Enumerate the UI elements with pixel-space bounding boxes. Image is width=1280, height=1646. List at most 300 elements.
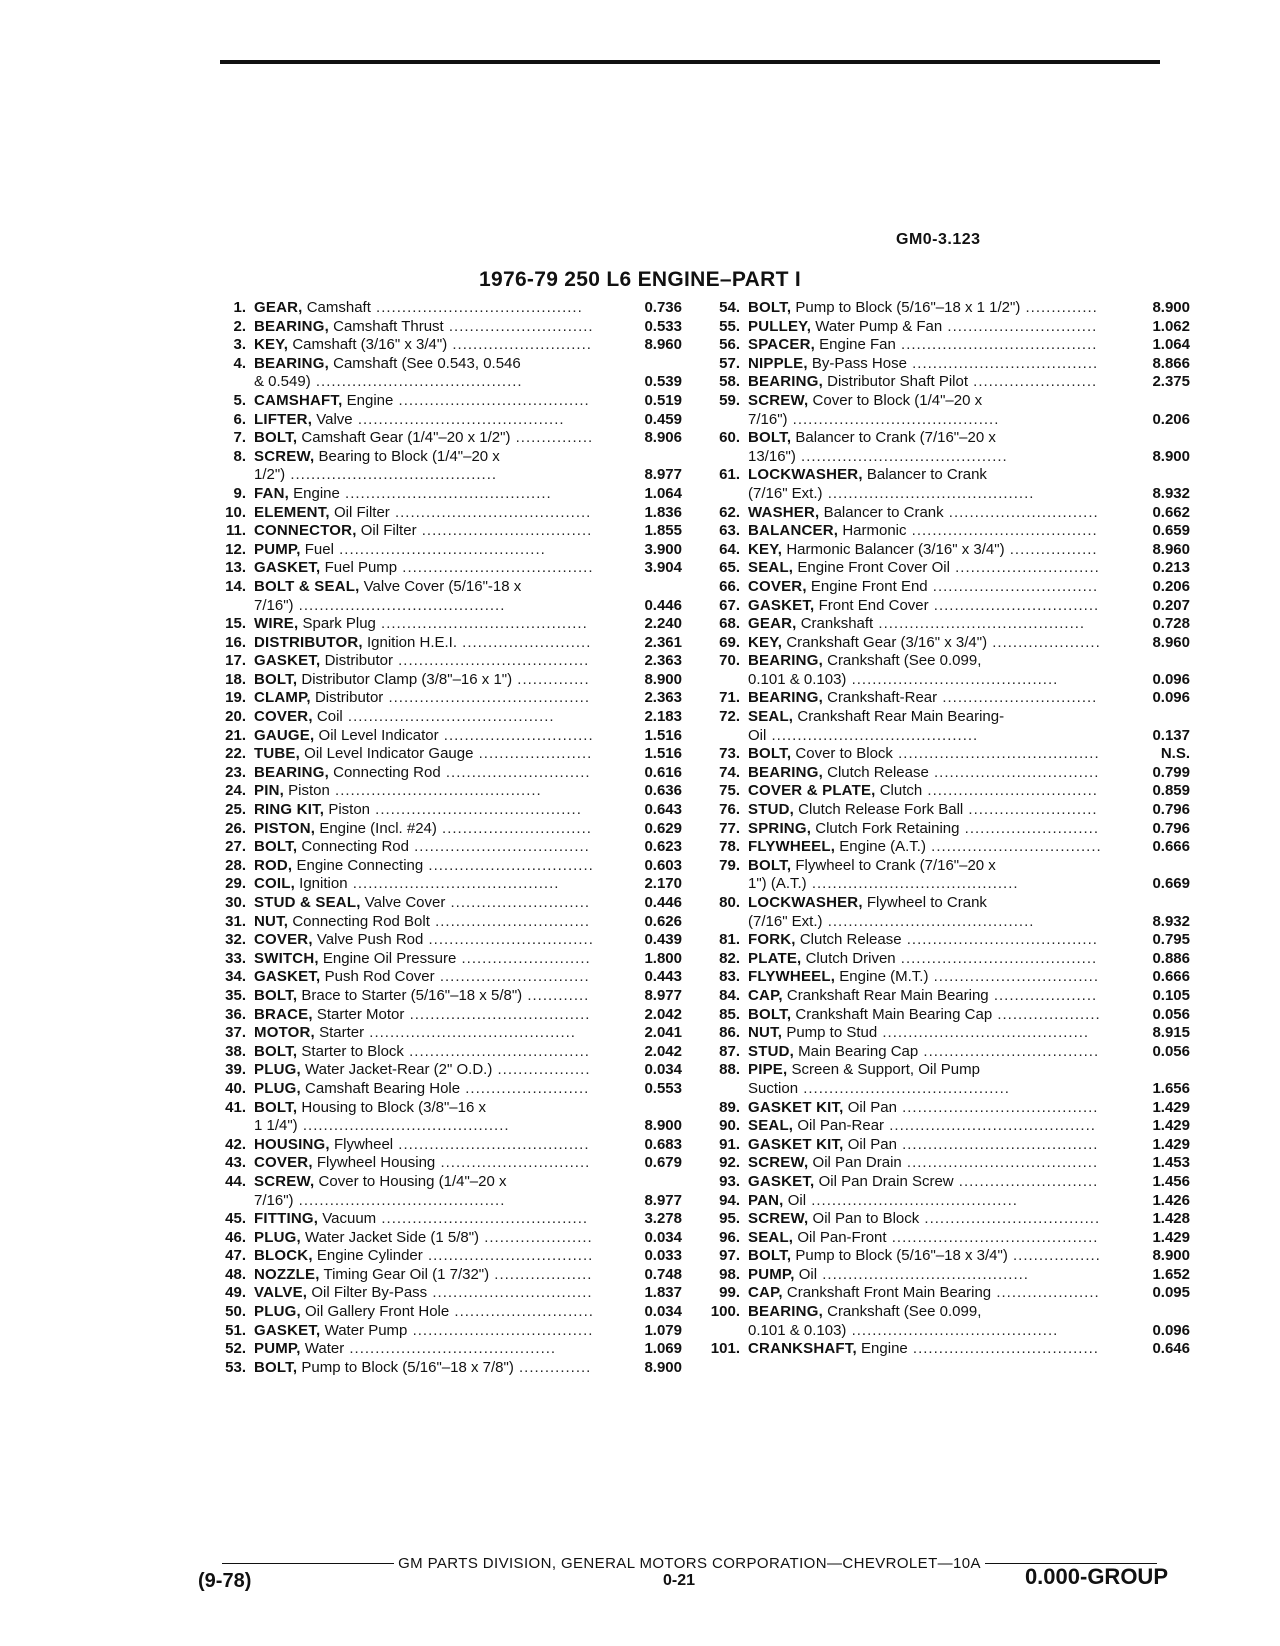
- part-name: GASKET,: [748, 1172, 815, 1190]
- parts-list-item: [206, 299, 682, 318]
- part-description: [748, 1173, 1102, 1192]
- part-number: 1.: [233, 299, 246, 316]
- part-detail: Spark Plug: [302, 615, 376, 633]
- part-detail: Engine (Incl. #24): [319, 819, 437, 837]
- part-name: HOUSING,: [254, 1135, 330, 1153]
- part-number: 31.: [225, 912, 246, 930]
- leader-dots: ......................................: [896, 1098, 1099, 1116]
- part-name: STUD,: [748, 1042, 794, 1060]
- part-name: LOCKWASHER,: [748, 466, 863, 484]
- part-name: BEARING,: [748, 652, 823, 670]
- leader-dots: ..............................: [937, 689, 1098, 707]
- part-number: 59.: [719, 391, 740, 409]
- leader-dots: .............................: [438, 726, 594, 744]
- part-detail: Starter Motor: [316, 1005, 405, 1023]
- part-detail: Oil Pan Drain: [812, 1154, 902, 1172]
- part-detail: Crankshaft Main Bearing Cap: [795, 1005, 993, 1023]
- part-name: KEY,: [748, 633, 783, 651]
- part-number: 25.: [225, 801, 246, 819]
- leader-dots: ......................................: [389, 503, 592, 521]
- part-name: GASKET KIT,: [748, 1098, 844, 1116]
- parts-list-item: [700, 1340, 1190, 1359]
- part-catalog-value: 3.278: [644, 1210, 682, 1228]
- part-description: [254, 820, 594, 839]
- part-description: [254, 448, 594, 485]
- part-number: 81.: [719, 931, 740, 949]
- part-name: GASKET,: [748, 596, 815, 614]
- parts-list-item: [700, 987, 1190, 1006]
- part-name: DISTRIBUTOR,: [254, 633, 363, 651]
- part-description: [748, 931, 1102, 950]
- part-number: 71.: [719, 689, 740, 707]
- leader-dots: ........................................: [347, 875, 560, 893]
- part-catalog-value: 0.519: [644, 391, 682, 409]
- part-number: 68.: [719, 615, 740, 633]
- part-number: 99.: [719, 1284, 740, 1302]
- part-detail: Connecting Rod: [333, 763, 441, 781]
- parts-list-item: [700, 652, 1190, 689]
- part-name: CAMSHAFT,: [254, 391, 343, 409]
- part-description: [748, 1024, 1102, 1043]
- parts-list-item: [206, 318, 682, 337]
- part-number: 43.: [225, 1154, 246, 1172]
- part-name: BOLT,: [748, 856, 792, 874]
- part-description: [748, 373, 1102, 392]
- parts-list-item: [206, 1210, 682, 1229]
- part-catalog-value: 8.932: [1152, 912, 1190, 930]
- part-name: COVER,: [748, 577, 807, 595]
- parts-list-item: [700, 578, 1190, 597]
- leader-dots: ..................................: [918, 1042, 1100, 1060]
- part-name: BEARING,: [254, 354, 329, 372]
- leader-dots: ..........................: [959, 819, 1100, 837]
- part-description: [748, 1154, 1102, 1173]
- parts-list-item: [206, 1247, 682, 1266]
- part-catalog-value: 0.056: [1152, 1005, 1190, 1023]
- leader-dots: ......................................: [895, 949, 1098, 967]
- parts-list-item: [206, 392, 682, 411]
- part-number: 20.: [225, 708, 246, 726]
- leader-dots: ..............: [513, 1358, 592, 1376]
- part-catalog-value: 0.446: [644, 596, 682, 614]
- leader-dots: ........................................: [806, 1191, 1018, 1209]
- part-number: 24.: [225, 782, 246, 800]
- part-number: 13.: [225, 559, 246, 577]
- part-catalog-value: 8.900: [644, 1117, 682, 1135]
- part-description: [254, 1154, 594, 1173]
- part-description: [254, 1136, 594, 1155]
- part-detail: Engine Front End: [810, 577, 928, 595]
- part-description: [748, 987, 1102, 1006]
- part-detail: Crankshaft Front Main Bearing: [786, 1284, 992, 1302]
- footer-group: 0.000-GROUP: [1024, 1564, 1168, 1589]
- part-name: FAN,: [254, 484, 289, 502]
- parts-list-item: [700, 857, 1190, 894]
- part-number: 61.: [719, 466, 740, 484]
- leader-dots: ........................................: [375, 615, 588, 633]
- leader-dots: ........................................: [822, 912, 1035, 930]
- part-number: 79.: [719, 856, 740, 874]
- leader-dots: ..............................: [429, 912, 591, 930]
- part-description: [748, 1136, 1102, 1155]
- part-catalog-value: 2.363: [644, 689, 682, 707]
- part-number: 4.: [233, 354, 246, 372]
- part-name: STUD & SEAL,: [254, 894, 361, 911]
- part-description: [254, 559, 594, 578]
- part-description: [254, 894, 594, 913]
- parts-list-item: [206, 634, 682, 653]
- part-detail: Clutch Release Fork Ball: [798, 801, 964, 819]
- part-number: 98.: [719, 1265, 740, 1283]
- part-detail: Balancer to Crank (7/16"–20 x 13/16"): [748, 429, 996, 465]
- part-description: [748, 652, 1102, 689]
- part-catalog-value: 0.795: [1152, 931, 1190, 949]
- leader-dots: ........................................: [873, 615, 1086, 633]
- parts-list-item: [206, 968, 682, 987]
- part-description: [254, 318, 594, 337]
- leader-dots: ........................................: [344, 1340, 557, 1358]
- part-detail: Water Pump: [324, 1321, 408, 1339]
- parts-list-item: [700, 1192, 1190, 1211]
- part-detail: Engine: [861, 1340, 908, 1358]
- part-description: [254, 392, 594, 411]
- part-catalog-value: 0.659: [1152, 522, 1190, 540]
- parts-list-item: [206, 689, 682, 708]
- part-catalog-value: 0.683: [644, 1135, 682, 1153]
- leader-dots: .............................: [435, 1154, 591, 1172]
- parts-list-item: [700, 522, 1190, 541]
- part-name: BEARING,: [748, 373, 823, 391]
- part-number: 57.: [719, 354, 740, 372]
- part-catalog-value: 0.105: [1152, 986, 1190, 1004]
- part-description: [254, 1322, 594, 1341]
- part-name: SCREW,: [748, 1210, 809, 1228]
- part-description: [748, 634, 1102, 653]
- part-number: 56.: [719, 336, 740, 354]
- parts-list-item: [206, 559, 682, 578]
- part-catalog-value: 1.069: [644, 1340, 682, 1358]
- part-description: [748, 355, 1102, 374]
- part-detail: Cover to Block (1/4"–20 x 7/16"): [748, 391, 983, 428]
- part-name: PLUG,: [254, 1079, 301, 1097]
- part-catalog-value: 0.736: [644, 299, 682, 316]
- footer-division-line: [222, 1555, 1157, 1572]
- part-catalog-value: 1.428: [1152, 1210, 1190, 1228]
- parts-list-item: [206, 522, 682, 541]
- leader-dots: ...................................: [404, 1005, 591, 1023]
- part-name: BEARING,: [748, 763, 823, 781]
- part-description: [748, 392, 1102, 429]
- part-number: 46.: [225, 1228, 246, 1246]
- part-name: COIL,: [254, 875, 295, 893]
- part-number: 2.: [233, 317, 246, 335]
- part-detail: Valve Push Rod: [316, 931, 424, 949]
- parts-list-item: [700, 299, 1190, 318]
- part-detail: Crankshaft Gear (3/16" x 3/4"): [786, 633, 988, 651]
- part-detail: Oil Pan Drain Screw: [818, 1172, 954, 1190]
- part-number: 18.: [225, 670, 246, 688]
- parts-list-item: [206, 1099, 682, 1136]
- part-description: [254, 541, 594, 560]
- part-detail: Distributor Clamp (3/8"–16 x 1"): [301, 670, 513, 688]
- parts-list-item: [206, 1266, 682, 1285]
- part-detail: Push Rod Cover: [324, 968, 435, 986]
- leader-dots: ......................................: [896, 1135, 1099, 1153]
- leader-dots: ........................................: [817, 1265, 1029, 1283]
- leader-dots: ...................: [489, 1265, 593, 1283]
- part-name: BOLT,: [254, 986, 298, 1004]
- part-detail: Clutch Fork Retaining: [815, 819, 960, 837]
- parts-list-item: [700, 801, 1190, 820]
- part-number: 34.: [225, 968, 246, 986]
- part-detail: Oil: [798, 1265, 818, 1283]
- part-number: 82.: [719, 949, 740, 967]
- part-number: 75.: [719, 782, 740, 800]
- part-name: SEAL,: [748, 559, 794, 577]
- part-detail: Pump to Block (5/16"–18 x 1 1/2"): [795, 299, 1021, 316]
- part-number: 8.: [233, 447, 246, 465]
- part-number: 22.: [225, 745, 246, 763]
- part-detail: Crankshaft Rear Main Bearing- Oil: [748, 708, 1005, 744]
- part-number: 66.: [719, 577, 740, 595]
- leader-dots: ..............: [512, 670, 590, 688]
- part-catalog-value: 0.539: [644, 373, 682, 391]
- part-catalog-value: 8.977: [644, 1191, 682, 1209]
- part-name: BOLT & SEAL,: [254, 577, 360, 595]
- parts-list-item: [206, 615, 682, 634]
- part-name: SEAL,: [748, 708, 794, 726]
- part-number: 16.: [225, 633, 246, 651]
- part-description: [748, 1006, 1102, 1025]
- part-detail: Camshaft Thrust: [333, 317, 444, 335]
- parts-list-item: [700, 764, 1190, 783]
- part-detail: Ignition: [299, 875, 348, 893]
- part-number: 76.: [719, 801, 740, 819]
- part-name: GASKET,: [254, 968, 321, 986]
- part-description: [254, 689, 594, 708]
- part-catalog-value: 0.728: [1152, 615, 1190, 633]
- part-number: 85.: [719, 1005, 740, 1023]
- part-name: LOCKWASHER,: [748, 894, 863, 911]
- part-detail: Flywheel: [333, 1135, 394, 1153]
- part-description: [748, 559, 1102, 578]
- part-name: COVER,: [254, 1154, 313, 1172]
- part-name: CLAMP,: [254, 689, 311, 707]
- parts-list-item: [206, 504, 682, 523]
- leader-dots: .....................................: [397, 559, 594, 577]
- part-catalog-value: 0.666: [1152, 838, 1190, 856]
- part-number: 69.: [719, 633, 740, 651]
- leader-dots: .........................: [963, 801, 1098, 819]
- leader-dots: .....................: [987, 633, 1101, 651]
- part-name: BOLT,: [254, 670, 298, 688]
- part-catalog-value: 1.429: [1152, 1228, 1190, 1246]
- part-name: CRANKSHAFT,: [748, 1340, 857, 1358]
- parts-list-item: [206, 1173, 682, 1210]
- leader-dots: .............................: [434, 968, 590, 986]
- part-name: KEY,: [748, 540, 783, 558]
- parts-list-item: [700, 615, 1190, 634]
- part-detail: Main Bearing Cap: [798, 1042, 919, 1060]
- part-number: 95.: [719, 1210, 740, 1228]
- part-name: CONNECTOR,: [254, 522, 357, 540]
- parts-list-item: [206, 1006, 682, 1025]
- part-catalog-value: 8.900: [644, 670, 682, 688]
- parts-list-item: [206, 987, 682, 1006]
- parts-list-item: [700, 894, 1190, 931]
- parts-list-item: [206, 1340, 682, 1359]
- part-number: 17.: [225, 652, 246, 670]
- part-description: [748, 1192, 1102, 1211]
- part-name: BEARING,: [254, 763, 329, 781]
- part-number: 32.: [225, 931, 246, 949]
- part-name: PIN,: [254, 782, 284, 800]
- part-detail: Crankshaft-Rear: [827, 689, 938, 707]
- part-description: [254, 745, 594, 764]
- part-name: ROD,: [254, 856, 293, 874]
- parts-list-item: [206, 857, 682, 876]
- part-number: 41.: [225, 1098, 246, 1116]
- leader-dots: ........................................: [329, 782, 542, 800]
- part-catalog-value: 1.426: [1152, 1191, 1190, 1209]
- footer-date: (9-78): [198, 1570, 252, 1592]
- part-description: [254, 764, 594, 783]
- part-description: [254, 1266, 594, 1285]
- part-description: [254, 1284, 594, 1303]
- part-detail: Brace to Starter (5/16"–18 x 5/8"): [301, 986, 523, 1004]
- parts-list-item: [700, 541, 1190, 560]
- leader-dots: ............................: [443, 317, 594, 335]
- part-detail: By-Pass Hose: [811, 354, 907, 372]
- part-name: BOLT,: [748, 745, 792, 763]
- part-name: PLUG,: [254, 1303, 301, 1321]
- parts-list-item: [700, 1303, 1190, 1340]
- part-catalog-value: 0.669: [1152, 875, 1190, 893]
- part-detail: Water Pump & Fan: [815, 317, 943, 335]
- part-name: GEAR,: [748, 615, 797, 633]
- part-name: BOLT,: [254, 1042, 298, 1060]
- part-name: FLYWHEEL,: [748, 968, 836, 986]
- part-description: [748, 299, 1102, 318]
- part-description: [748, 857, 1102, 894]
- part-description: [254, 987, 594, 1006]
- part-catalog-value: 0.207: [1152, 596, 1190, 614]
- parts-list-item: [700, 1266, 1190, 1285]
- part-name: GASKET,: [254, 1321, 321, 1339]
- part-number: 55.: [719, 317, 740, 335]
- part-catalog-value: 2.042: [644, 1042, 682, 1060]
- part-detail: Balancer to Crank (7/16" Ext.): [748, 466, 987, 502]
- part-name: COVER,: [254, 931, 313, 949]
- part-name: PAN,: [748, 1191, 784, 1209]
- part-catalog-value: 0.446: [644, 894, 682, 911]
- part-description: [748, 578, 1102, 597]
- leader-dots: ........................................: [846, 1321, 1059, 1339]
- parts-list-item: [700, 1006, 1190, 1025]
- part-name: GASKET KIT,: [748, 1135, 844, 1153]
- parts-list-left: [206, 299, 682, 1377]
- part-description: [748, 1266, 1102, 1285]
- part-number: 94.: [719, 1191, 740, 1209]
- part-detail: Harmonic Balancer (3/16" x 3/4"): [786, 540, 1005, 558]
- part-number: 67.: [719, 596, 740, 614]
- part-catalog-value: 0.459: [644, 410, 682, 428]
- part-catalog-value: 1.079: [644, 1321, 682, 1339]
- part-description: [254, 615, 594, 634]
- part-detail: Fuel Pump: [324, 559, 398, 577]
- part-catalog-value: 0.662: [1152, 503, 1190, 521]
- part-name: PISTON,: [254, 819, 316, 837]
- part-description: [254, 578, 594, 615]
- part-name: PUMP,: [748, 1265, 795, 1283]
- part-detail: Piston: [328, 801, 371, 819]
- part-description: [254, 1303, 594, 1322]
- parts-list-item: [700, 1099, 1190, 1118]
- part-name: SCREW,: [254, 1172, 315, 1190]
- part-number: 93.: [719, 1172, 740, 1190]
- part-name: COVER,: [254, 708, 313, 726]
- part-number: 45.: [225, 1210, 246, 1228]
- part-catalog-value: 0.623: [644, 838, 682, 856]
- part-detail: Clutch: [879, 782, 923, 800]
- part-number: 10.: [225, 503, 246, 521]
- part-detail: Valve: [316, 410, 353, 428]
- part-number: 92.: [719, 1154, 740, 1172]
- part-description: [254, 708, 594, 727]
- part-description: [748, 1340, 1102, 1359]
- parts-list-item: [700, 355, 1190, 374]
- parts-list-item: [206, 1284, 682, 1303]
- leader-dots: ......................................: [895, 336, 1098, 354]
- part-catalog-value: 0.616: [644, 763, 682, 781]
- part-catalog-value: 0.553: [644, 1079, 682, 1097]
- part-name: BOLT,: [748, 299, 792, 316]
- part-catalog-value: 8.960: [1152, 633, 1190, 651]
- part-detail: Pump to Block (5/16"–18 x 7/8"): [301, 1358, 514, 1376]
- part-number: 12.: [225, 540, 246, 558]
- part-catalog-value: 1.855: [644, 522, 682, 540]
- part-detail: Engine (M.T.): [839, 968, 929, 986]
- part-number: 60.: [719, 429, 740, 447]
- part-description: [748, 429, 1102, 466]
- part-detail: Distributor: [324, 652, 393, 670]
- part-description: [254, 1043, 594, 1062]
- parts-list-item: [206, 913, 682, 932]
- part-number: 29.: [225, 875, 246, 893]
- parts-list-item: [700, 1247, 1190, 1266]
- parts-list-right: [700, 299, 1190, 1359]
- part-catalog-value: 8.900: [1152, 299, 1190, 316]
- part-number: 62.: [719, 503, 740, 521]
- part-name: PLUG,: [254, 1228, 301, 1246]
- part-detail: Connecting Rod: [301, 838, 409, 856]
- part-number: 97.: [719, 1247, 740, 1265]
- parts-list-item: [700, 838, 1190, 857]
- part-detail: Distributor Shaft Pilot: [827, 373, 968, 391]
- part-name: FORK,: [748, 931, 796, 949]
- part-catalog-value: 0.796: [1152, 819, 1190, 837]
- leader-dots: ........................................: [293, 1191, 506, 1209]
- part-description: [254, 727, 594, 746]
- part-description: [254, 355, 594, 392]
- parts-list-item: [700, 745, 1190, 764]
- part-number: 11.: [225, 522, 246, 540]
- part-catalog-value: 2.361: [644, 633, 682, 651]
- leader-dots: ........................................: [806, 875, 1019, 893]
- part-catalog-value: 2.170: [644, 875, 682, 893]
- part-name: FITTING,: [254, 1210, 319, 1228]
- part-number: 88.: [719, 1061, 740, 1079]
